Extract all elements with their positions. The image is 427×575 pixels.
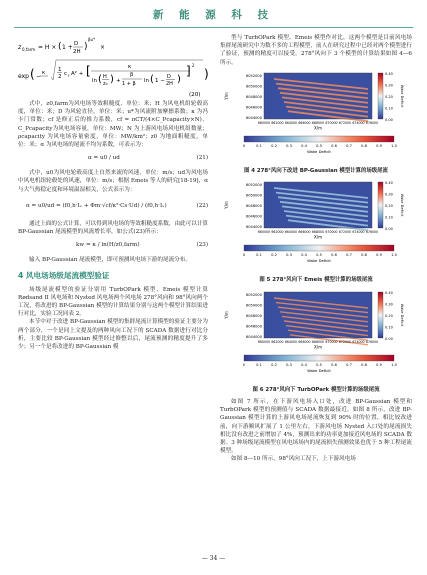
colorbar-tick-label: 0.30 (385, 83, 393, 88)
colorbar-tick-label: 0.00 (385, 227, 393, 232)
y-tick-label: 6052000 (245, 73, 262, 78)
scale-tick-label: 0.9 (376, 253, 382, 258)
section-heading: 4 风电场场级尾流模型验证 (18, 271, 110, 281)
svg-text:ln: ln (144, 78, 150, 84)
y-tick-label: 6044000 (245, 115, 262, 120)
x-tick-label: 672000 (338, 230, 352, 235)
scale-label: Wake Deficit (307, 148, 331, 154)
svg-text:D: D (74, 41, 79, 47)
colorbar-tick-label: 0.00 (385, 336, 393, 341)
x-tick-label: 676000 (365, 230, 379, 235)
x-tick-label: 668000 (311, 120, 325, 125)
eq21-formula: α = u0 / ud (88, 155, 120, 162)
wake-plot-fig5 (220, 179, 412, 271)
x-tick-label: 670000 (325, 339, 338, 344)
svg-text:): ) (177, 74, 181, 85)
colorbar-label: Wake Deficit (400, 84, 404, 108)
scale-tick-label: 0.4 (301, 143, 307, 148)
y-tick-label: 6048000 (245, 313, 262, 318)
svg-text:×: × (100, 44, 106, 51)
svg-text:): ) (110, 74, 114, 85)
equation-22 (18, 196, 208, 218)
scale-tick-label: 0.2 (271, 253, 277, 258)
x-tick-label: 668000 (311, 230, 325, 235)
x-tick-label: 674000 (352, 230, 365, 235)
scale-tick-label: 0.2 (271, 362, 277, 367)
x-tick-label: 660000 (257, 339, 271, 344)
y-tick-label: 6052000 (245, 292, 262, 297)
paragraph-comparison: 型与 TurbOPark 模型、Emeis 模型作对比，这两个模型是目前风电场集群尾流研究中为数不多的工程模型，前人在研究过程中已经对两个模型进行了验证，预测的精度可以接受。278°风向下 3 个模型的计算结果如图 4—6 所示。 (220, 35, 412, 66)
x-tick-label: 676000 (365, 339, 379, 344)
colorbar-tick-label: 0.10 (385, 106, 393, 111)
x-axis-label: X/m (314, 125, 322, 131)
svg-text:1 +: 1 + (62, 44, 73, 51)
scale-tick-label: 0.1 (256, 362, 262, 367)
x-tick-label: 670000 (325, 230, 338, 235)
wake-plot-fig4 (220, 70, 412, 162)
colorbar-tick-label: 0.40 (385, 71, 393, 76)
colorbar (378, 182, 383, 228)
svg-text:1 −: 1 − (155, 78, 165, 84)
scale-tick-label: 0.3 (286, 362, 292, 367)
y-tick-label: 6046000 (245, 214, 262, 219)
svg-text:): ) (84, 42, 88, 52)
x-tick-label: 666000 (298, 339, 311, 344)
y-tick-label: 6050000 (245, 84, 262, 89)
scale-tick-label: 0.2 (271, 143, 277, 148)
page-number: — 34 — (201, 555, 226, 562)
y-tick-label: 6046000 (245, 324, 262, 329)
x-axis-label: X/m (314, 234, 322, 240)
scale-label: Wake Deficit (307, 367, 331, 373)
colorbar-tick-label: 0.20 (385, 94, 393, 99)
scale-tick-label: 0.9 (376, 362, 382, 367)
colorbar-tick-label: 0.00 (385, 117, 393, 122)
scale-tick-label: 0.3 (286, 143, 292, 148)
x-tick-label: 668000 (311, 339, 325, 344)
scale-tick-label: 0.7 (346, 143, 352, 148)
formula-20-graphic (18, 34, 208, 100)
colorbar-label: Wake Deficit (400, 303, 404, 326)
left-column (18, 34, 208, 351)
x-tick-label: 672000 (338, 120, 352, 125)
equation-21 (18, 151, 208, 167)
right-column (220, 34, 412, 464)
colorbar-tick-label: 0.40 (385, 181, 393, 186)
svg-text:D: D (167, 74, 171, 80)
svg-text:1: 1 (58, 67, 62, 73)
x-tick-label: 672000 (338, 339, 352, 344)
scale-tick-label: 1.0 (391, 253, 397, 258)
paragraph-fig7-analysis: 如图 7 所示，在下游风电场入口处，改进 BP-Gaussian 模型和 TurbOPark 模型的预测值与 SCADA 数据最接近。如图 8 所示，改进 BP-Gaussian 模型计算的上游风电场尾流恢复到 90% 时的位置，相比较改进前，向下游顺风扩展了 1 公里左右。下游风电场 Nysted 入口处的尾流损失相比没有改进之前增加了 4%，预测出来的功率更加接近风电场的 SCADA 数据。3 种场级尾流模型在风电场场内的尾流损失预测效果也优于 5 种工程尾流模型。 (220, 399, 412, 455)
svg-text:exp: exp (18, 73, 29, 80)
scale-tick-label: 0.8 (361, 362, 367, 367)
x-tick-label: 676000 (365, 120, 379, 125)
scale-tick-label: 0.6 (331, 253, 337, 258)
eq23-number: (23) (196, 242, 208, 249)
x-axis-label: X/m (314, 344, 322, 350)
svg-text:βu*: βu* (88, 37, 96, 42)
figure-6 (220, 289, 412, 394)
colorbar (378, 292, 383, 338)
colorbar-tick-label: 0.20 (385, 204, 393, 209)
x-tick-label: 674000 (352, 339, 365, 344)
equation-23 (18, 238, 208, 254)
scale-tick-label: 0.6 (331, 143, 337, 148)
scale-bar (244, 355, 394, 361)
svg-text:2H: 2H (166, 81, 173, 87)
formula-20 (18, 34, 208, 100)
figure-5-caption: 图 5 278°风向下 Emeis 模型计算的场级尾流 (259, 277, 373, 284)
svg-text:H: H (103, 74, 107, 80)
journal-title: 新 能 源 科 技 (152, 9, 275, 21)
x-tick-label: 662000 (271, 339, 284, 344)
svg-text:c: c (64, 71, 68, 77)
colorbar-tick-label: 0.30 (385, 192, 393, 197)
svg-text:0,farm: 0,farm (22, 47, 36, 52)
scale-tick-label: 0 (242, 143, 246, 148)
colorbar-tick-label: 0.10 (385, 215, 393, 220)
x-tick-label: 660000 (257, 230, 271, 235)
colorbar-tick-label: 0.10 (385, 325, 393, 330)
y-tick-label: 6044000 (245, 334, 262, 339)
scale-tick-label: 0.9 (376, 143, 382, 148)
x-tick-label: 664000 (284, 230, 298, 235)
scale-tick-label: 0.8 (361, 253, 367, 258)
header-rule (14, 27, 413, 28)
wake-plot-fig6 (220, 289, 412, 381)
scale-tick-label: 0.7 (346, 362, 352, 367)
scale-tick-label: 0.5 (316, 143, 322, 148)
paragraph-growth-rate: 通过上面的公式计算，可以得到风电场的等效粗糙度系数，由此可以计算 BP-Gaussian 尾流模型的风流增长率，如公式(23)所示： (18, 220, 209, 236)
scale-tick-label: 1.0 (391, 362, 397, 367)
scale-tick-label: 0 (242, 362, 246, 367)
svg-text:f: f (68, 74, 70, 78)
y-axis-label: Y/m (224, 91, 229, 100)
paragraph-symbols: 式中，z0,farm为风电场等效粗糙度，单位：米；H 为风电机组轮毂高度，单位：米；D 为风轮直径，单位：米；u*为风流附加摩擦系数；κ 为冯卡门常数；cf 是修正后的推力系数，cf = πCT/(4×C_Pcapacity×N)，C_Pcapacity为风电场容量，单位：MW；N 为上游风电场风电机组数量；ρcapacity 为风电场容量密度，单位：MW/km²；z0 为地面粗糙度，单位：米；α 为风电场的尾流不均匀系数，可表示为： (18, 101, 208, 149)
y-axis-label: Y/m (224, 201, 229, 210)
y-tick-label: 6050000 (245, 303, 262, 308)
scale-label: Wake Deficit (307, 258, 331, 264)
figure-5 (220, 179, 412, 284)
eq21-number: (21) (196, 155, 208, 162)
scale-tick-label: 0.4 (301, 253, 307, 258)
svg-text:[: [ (86, 64, 91, 78)
scale-tick-label: 0.3 (286, 253, 292, 258)
svg-text:2H: 2H (73, 49, 81, 55)
svg-text:+: + (116, 78, 121, 84)
colorbar (378, 73, 383, 119)
figure-6-caption: 图 6 278°风向下 TurbOPark 模型计算的场级尾流 (252, 386, 380, 393)
svg-text:2: 2 (58, 74, 62, 80)
scale-tick-label: 0.8 (361, 143, 367, 148)
x-tick-label: 664000 (284, 120, 298, 125)
y-tick-label: 6052000 (245, 183, 262, 188)
scale-tick-label: 0.6 (331, 362, 337, 367)
y-tick-label: 6044000 (245, 225, 262, 230)
x-tick-label: 666000 (298, 120, 311, 125)
x-tick-label: 666000 (298, 230, 311, 235)
svg-text:): ) (204, 67, 209, 81)
svg-text:ln: ln (92, 78, 98, 84)
x-tick-label: 674000 (352, 120, 365, 125)
paragraph-98deg: 如图 8—10 所示，98°风向工况下，上下游风电场 (231, 456, 356, 463)
y-axis-label: Y/m (224, 310, 229, 319)
scale-tick-label: 0.5 (316, 362, 322, 367)
svg-text:z: z (18, 44, 22, 51)
scale-tick-label: 0.4 (301, 362, 307, 367)
svg-text:2: 2 (192, 63, 195, 68)
eq22-formula: α = u0/ud = (f0,h·Iₓ + Φm·√cf/κ²·Cs·Ud) / (f0,h·Iₓ) (26, 202, 167, 209)
svg-text:(: ( (58, 42, 62, 52)
paragraph-method: 本节中对于改进 BP-Gaussian 模型的集群尾流计算模型的验证主要分为两个部分，一个是同上文提及的两种风向工况下的 SCADA 数据进行对比分析，主要比较 BP-Gaussian 模型经过修整以后，尾流预测的精度提升了多少；另一个是将改进的 BP-Gaussian 模 (18, 319, 208, 351)
svg-text:(: ( (30, 67, 35, 81)
y-tick-label: 6050000 (245, 193, 262, 198)
x-tick-label: 660000 (257, 120, 271, 125)
paragraph-alpha: 式中，u0为风电轮毂高度上自然来流的风速，单位：m/s；ud为风电场中风电机组轮毂处的风速，单位：m/s；根据 Emeis 等人的研究[18-19]，α 与大气热稳定度和环境温湿相关，公式表示为： (18, 170, 208, 193)
journal-header (0, 0, 427, 36)
eq20-number: (20) (189, 92, 201, 98)
y-tick-label: 6048000 (245, 204, 262, 209)
x-tick-label: 670000 (325, 120, 338, 125)
svg-text:A² +: A² + (71, 71, 84, 77)
eq22-number: (22) (196, 202, 208, 209)
svg-text:κ: κ (128, 64, 132, 70)
svg-text:(: ( (150, 74, 154, 85)
eq23-formula: kw = κ / ln(H/z0,farm) (76, 242, 140, 249)
figure-4-caption: 图 4 278°风向下改进 BP-Gaussian 模型计算的场级尾流 (244, 168, 388, 175)
svg-text:= H ×: = H × (38, 44, 57, 51)
svg-text:]: ] (186, 64, 191, 78)
svg-text:β: β (130, 72, 134, 78)
svg-text:(: ( (98, 74, 102, 85)
colorbar-tick-label: 0.30 (385, 302, 393, 307)
scale-tick-label: 1.0 (391, 143, 397, 148)
svg-text:z₀: z₀ (103, 81, 108, 87)
y-tick-label: 6046000 (245, 105, 262, 110)
paragraph-input: 输入 BP-Gaussian 尾流模型，即可预测风电场下游的尾流分布。 (29, 257, 191, 264)
y-tick-label: 6048000 (245, 94, 262, 99)
colorbar-tick-label: 0.20 (385, 313, 393, 318)
svg-text:1 + β: 1 + β (122, 81, 136, 87)
scale-bar (244, 136, 394, 142)
svg-text:κ: κ (42, 70, 46, 76)
figure-4 (220, 70, 412, 175)
paragraph-validation: 场级尾流模型的验证分别用 TurbOPark 模型、Emeis 模型计算 Rødsand II 风电场和 Nysted 风电场两个风电场 278°风向和 98°风向两个工况，将改进的 BP-Gaussian 模型的计算结果分别与这两个模型计算结果进行对比，实验工况同表 2。 (18, 286, 208, 318)
scale-bar (244, 245, 394, 251)
scale-tick-label: 0.1 (256, 143, 262, 148)
x-tick-label: 662000 (271, 230, 284, 235)
svg-text:−: − (36, 73, 42, 80)
scale-tick-label: 0.5 (316, 253, 322, 258)
x-tick-label: 664000 (284, 339, 298, 344)
x-tick-label: 662000 (271, 120, 284, 125)
scale-tick-label: 0.7 (346, 253, 352, 258)
scale-tick-label: 0.1 (256, 253, 262, 258)
scale-tick-label: 0 (242, 253, 246, 258)
colorbar-label: Wake Deficit (400, 193, 404, 217)
colorbar-tick-label: 0.40 (385, 290, 393, 295)
